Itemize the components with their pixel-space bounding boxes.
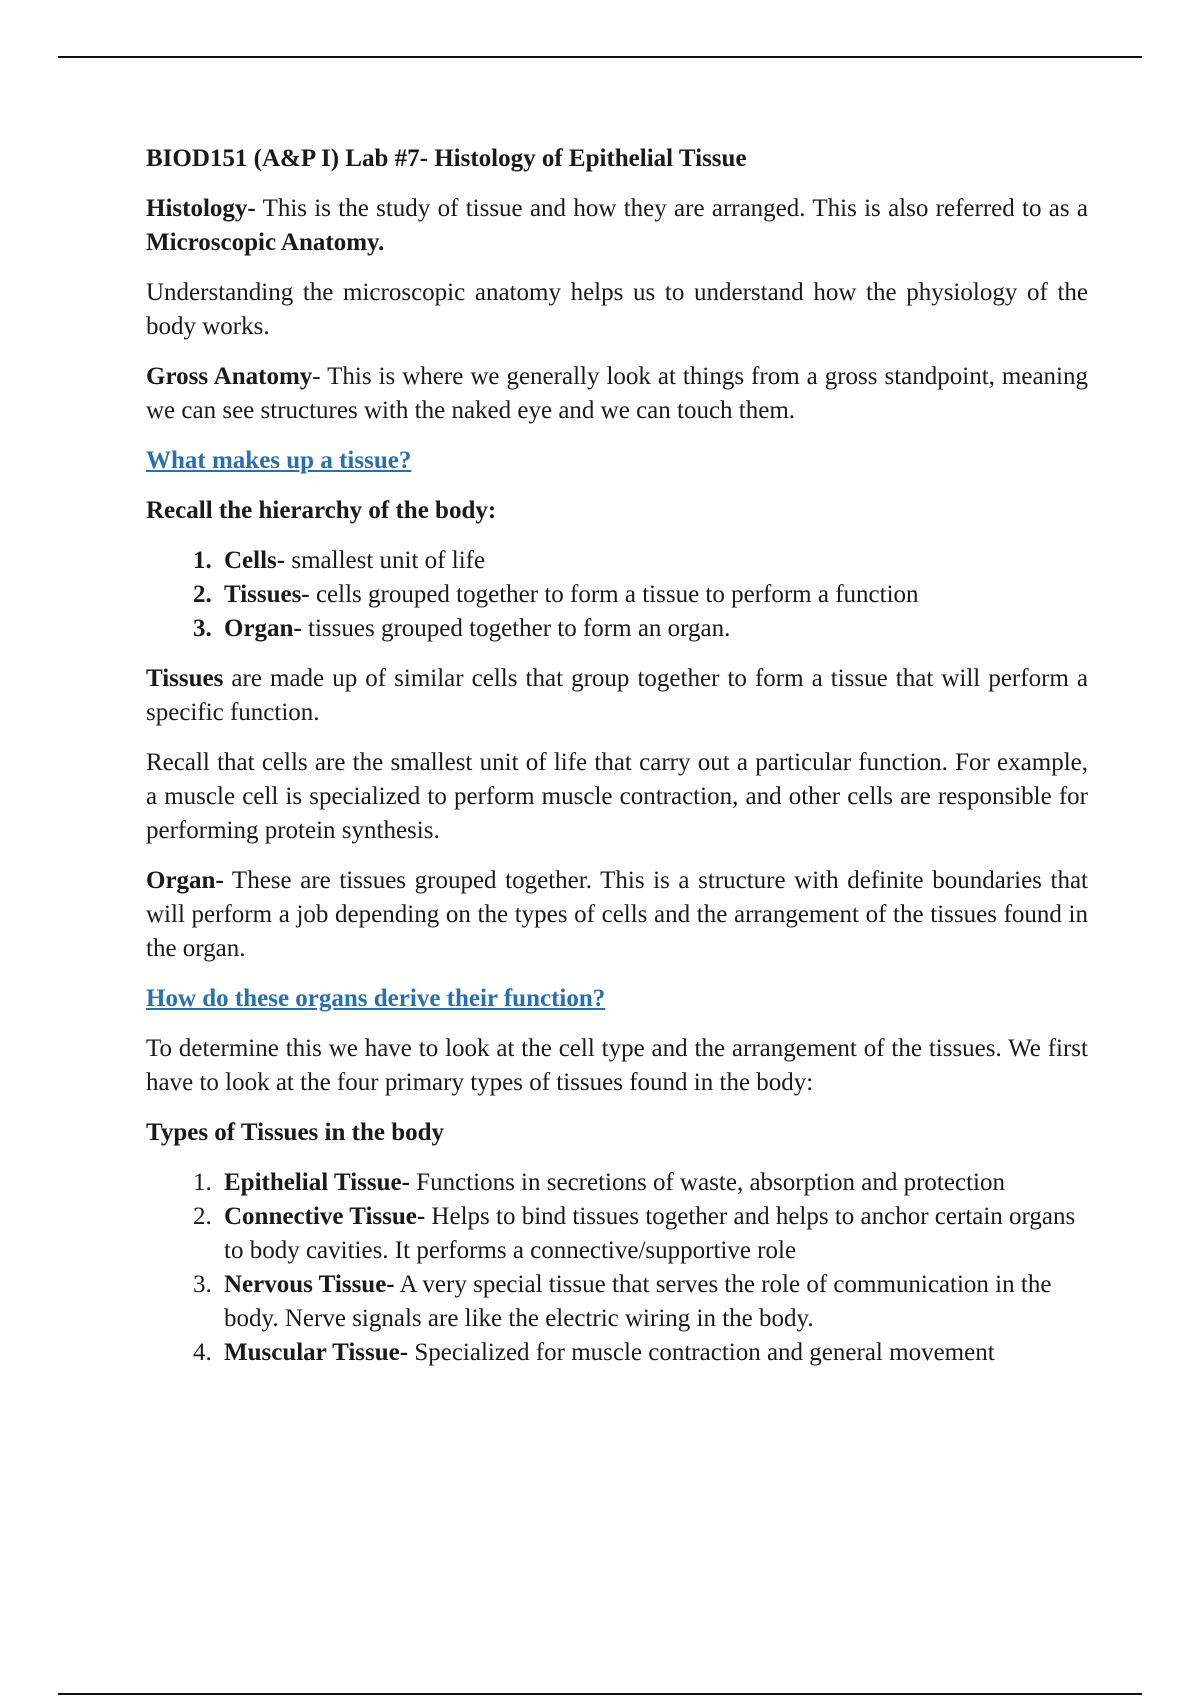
microscopic-anatomy-term: Microscopic Anatomy. [146,229,385,256]
hierarchy-term: Organ- [224,615,302,642]
hierarchy-text: tissues grouped together to form an organ. [301,615,731,642]
tissue-type-term: Muscular Tissue- [224,1339,409,1366]
gross-anatomy-text: - This is where we generally look at things from a gross standpoint, meaning we can see structures with the naked eye and we can touch them. [146,363,1088,424]
organ-term: Organ- [146,867,224,894]
hierarchy-text: smallest unit of life [285,547,486,574]
hierarchy-term: Cells- [224,547,286,574]
hierarchy-term: Tissues- [224,581,310,608]
document-title: BIOD151 (A&P I) Lab #7- Histology of Epithelial Tissue [146,145,747,172]
recall-heading: Recall the hierarchy of the body: [146,497,497,524]
list-item [218,1268,1088,1336]
tissue-type-term: Nervous Tissue- [224,1271,395,1298]
list-item [218,1200,1088,1268]
list-item [218,544,1088,578]
bottom-rule [58,1693,1142,1695]
list-item [218,1166,1088,1200]
how-heading[interactable] [146,982,1088,1016]
how-organs-link[interactable]: How do these organs derive their function? [146,985,606,1012]
determine-paragraph: To determine this we have to look at the cell type and the arrangement of the tissues. We first have to look at the four primary types of tissues found in the body: [146,1035,1088,1096]
tissue-type-text: Functions in secretions of waste, absorption and protection [409,1169,1005,1196]
tissue-type-text: Helps to bind tissues together and helps to anchor certain organs to body cavities. It performs a connective/supportive role [224,1203,1076,1264]
gross-anatomy-paragraph [146,360,1088,428]
what-makes-link[interactable]: What makes up a tissue? [146,447,412,474]
gross-anatomy-term: Gross Anatomy [146,363,313,390]
tissues-paragraph [146,662,1088,730]
types-heading: Types of Tissues in the body [146,1119,445,1146]
top-rule [58,56,1142,58]
tissue-type-term: Epithelial Tissue- [224,1169,410,1196]
what-makes-heading[interactable] [146,444,1088,478]
list-item [218,1336,1088,1370]
tissues-term: Tissues [146,665,224,692]
hierarchy-list [146,544,1088,646]
organ-text: These are tissues grouped together. This is a structure with definite boundaries that will perform a job depending on the types of cells and the arrangement of the tissues found in the organ. [146,867,1088,962]
understanding-paragraph: Understanding the microscopic anatomy helps us to understand how the physiology of the body works. [146,279,1088,340]
tissue-type-term: Connective Tissue- [224,1203,426,1230]
tissue-type-text: A very special tissue that serves the role of communication in the body. Nerve signals are like the electric wiring in the body. [224,1271,1052,1332]
document-page [146,142,1088,1386]
histology-text: This is the study of tissue and how they are arranged. This is also referred to as a [255,195,1088,222]
list-item [218,578,1088,612]
tissue-types-list [146,1166,1088,1370]
recall-paragraph: Recall that cells are the smallest unit of life that carry out a particular function. For example, a muscle cell is specialized to perform muscle contraction, and other cells are responsible for performing protein synthesis. [146,749,1088,844]
list-item [218,612,1088,646]
histology-paragraph [146,192,1088,260]
hierarchy-text: cells grouped together to form a tissue to perform a function [309,581,919,608]
histology-term: Histology- [146,195,256,222]
tissue-type-text: Specialized for muscle contraction and general movement [408,1339,995,1366]
tissues-text: are made up of similar cells that group together to form a tissue that will perform a specific function. [146,665,1088,726]
organ-paragraph [146,864,1088,966]
